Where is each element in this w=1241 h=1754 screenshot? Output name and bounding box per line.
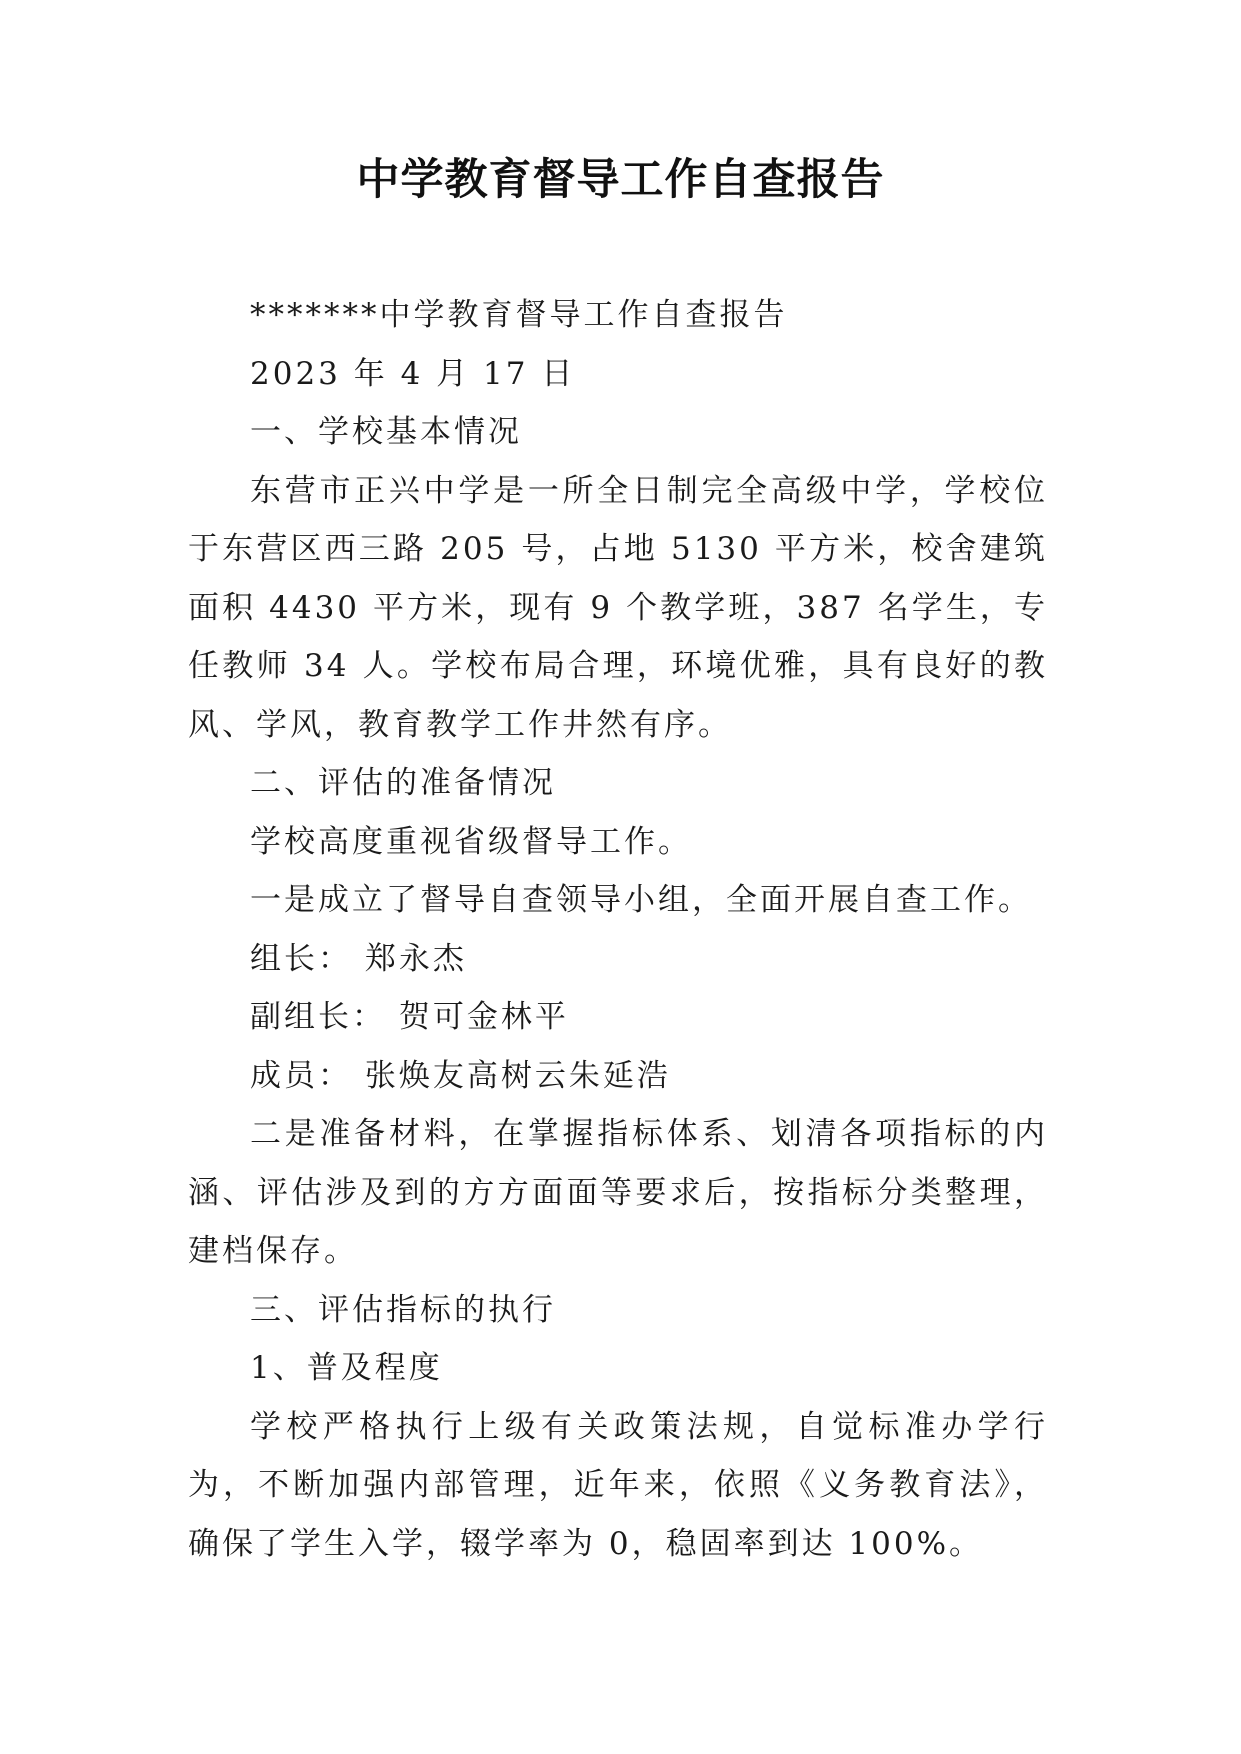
report-date: 2023 年 4 月 17 日 [250, 355, 576, 392]
deputy-leader-line: 副组长： 贺可金林平 [250, 999, 569, 1035]
members-line: 成员： 张焕友高树云朱延浩 [250, 1057, 671, 1094]
paragraph-policy-compliance: 学校严格执行上级有关政策法规，自觉标准办学行为，不断加强内部管理，近年来，依照《义务教育法》，确保了学生入学，辍学率为 0，稳固率到达 100%。 [188, 1408, 1048, 1562]
document-body [188, 286, 1048, 1573]
document-title: 中学教育督导工作自查报告 [356, 155, 885, 205]
paragraph-leading-group: 一是成立了督导自查领导小组，全面开展自查工作。 [250, 882, 1032, 918]
section-heading-basic-info: 一、学校基本情况 [250, 414, 522, 450]
paragraph-attention: 学校高度重视省级督导工作。 [250, 823, 692, 860]
report-heading-line: *******中学教育督导工作自查报告 [250, 297, 788, 333]
paragraph-materials: 二是准备材料，在掌握指标体系、划清各项指标的内涵、评估涉及到的方方面面等要求后，按指标分类整理，建档保存。 [188, 1116, 1048, 1269]
subsection-heading-popularization: 1、普及程度 [250, 1350, 443, 1386]
team-leader-line: 组长： 郑永杰 [250, 940, 467, 977]
paragraph-school-overview: 东营市正兴中学是一所全日制完全高级中学，学校位于东营区西三路 205 号，占地 5130 平方米，校舍建筑面积 4430 平方米，现有 9 个教学班，387 名学生，专任教师 34 人。学校布局合理，环境优雅，具有良好的教风、学风，教育教学工作井然有序。 [188, 472, 1048, 743]
section-heading-preparation: 二、评估的准备情况 [250, 765, 556, 801]
section-heading-execution: 三、评估指标的执行 [250, 1291, 556, 1328]
